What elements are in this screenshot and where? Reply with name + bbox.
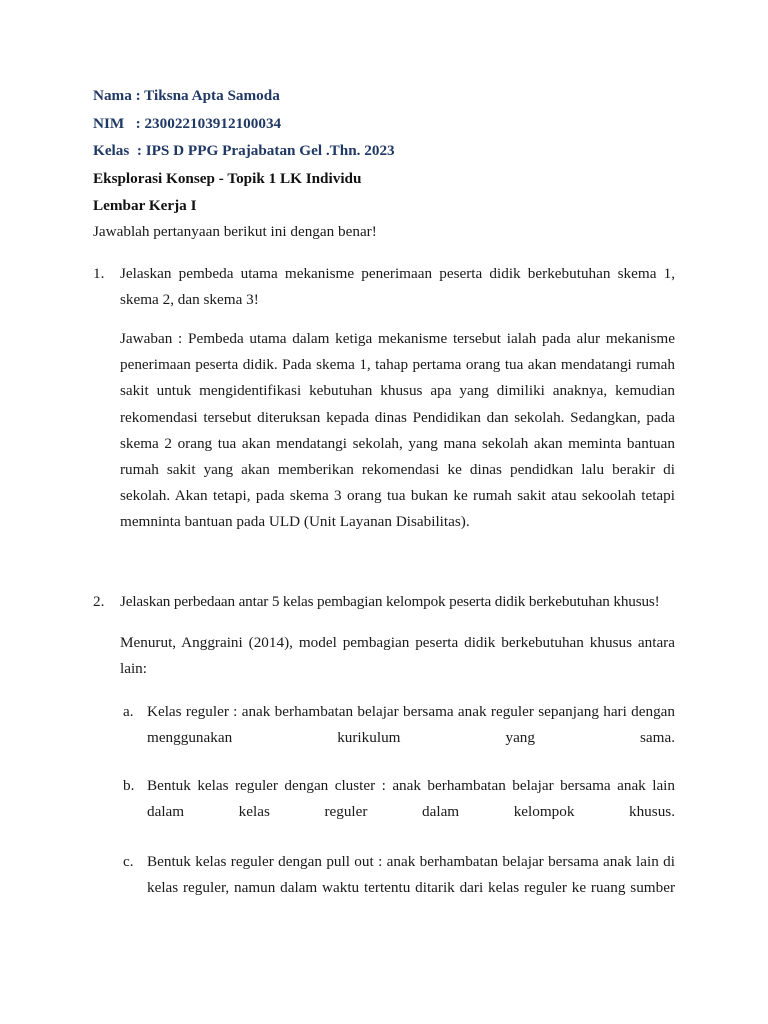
student-class: Kelas : IPS D PPG Prajabatan Gel .Thn. 2023	[93, 142, 395, 159]
list-item-marker: c.	[123, 853, 134, 870]
instruction-text: Jawablah pertanyaan berikut ini dengan benar!	[93, 223, 377, 240]
student-name: Nama : Tiksna Apta Samoda	[93, 87, 280, 104]
list-item-marker: a.	[123, 703, 134, 720]
student-nim: NIM : 230022103912100034	[93, 115, 282, 132]
answer-text: Menurut, Anggraini (2014), model pembagian peserta didik berkebutuhan khusus antara lain:	[120, 634, 675, 678]
list-item: Bentuk kelas reguler dengan cluster : anak berhambatan belajar bersama anak lain dalam kelas reguler dalam kelompok khusus.	[147, 777, 675, 821]
question-text: Jelaskan pembeda utama mekanisme penerimaan peserta didik berkebutuhan skema 1, skema 2, dan skema 3!	[120, 265, 675, 309]
worksheet-title: Lembar Kerja I	[93, 197, 197, 214]
question-number: 1.	[93, 265, 105, 282]
list-item: Bentuk kelas reguler dengan pull out : anak berhambatan belajar bersama anak lain di kelas reguler, namun dalam waktu tertentu ditarik dari kelas reguler ke ruang sumber	[147, 853, 675, 897]
question-text: Jelaskan perbedaan antar 5 kelas pembagian kelompok peserta didik berkebutuhan khusus!	[120, 593, 660, 610]
list-item: Kelas reguler : anak berhambatan belajar bersama anak reguler sepanjang hari dengan menggunakan kurikulum yang sama.	[147, 703, 675, 747]
question-number: 2.	[93, 593, 105, 610]
answer-text: Jawaban : Pembeda utama dalam ketiga mekanisme tersebut ialah pada alur mekanisme penerimaan peserta didik. Pada skema 1, tahap pertama orang tua akan mendatangi rumah sakit untuk mengidentifikasi kebutuhan khusus apa yang dimiliki anaknya, kemudian rekomendasi tersebut diteruksan kepada dinas Pendidikan dan sekolah. Sedangkan, pada skema 2 orang tua akan mendatangi sekolah, yang mana sekolah akan meminta bantuan rumah sakit yang akan memberikan rekomendasi ke dinas pendidkan lalu berakir di sekolah. Akan tetapi, pada skema 3 orang tua bukan ke rumah sakit atau sekoolah tetapi memninta bantuan pada ULD (Unit Layanan Disabilitas).	[120, 330, 675, 531]
topic-title: Eksplorasi Konsep - Topik 1 LK Individu	[93, 170, 362, 187]
list-item-marker: b.	[123, 777, 135, 794]
